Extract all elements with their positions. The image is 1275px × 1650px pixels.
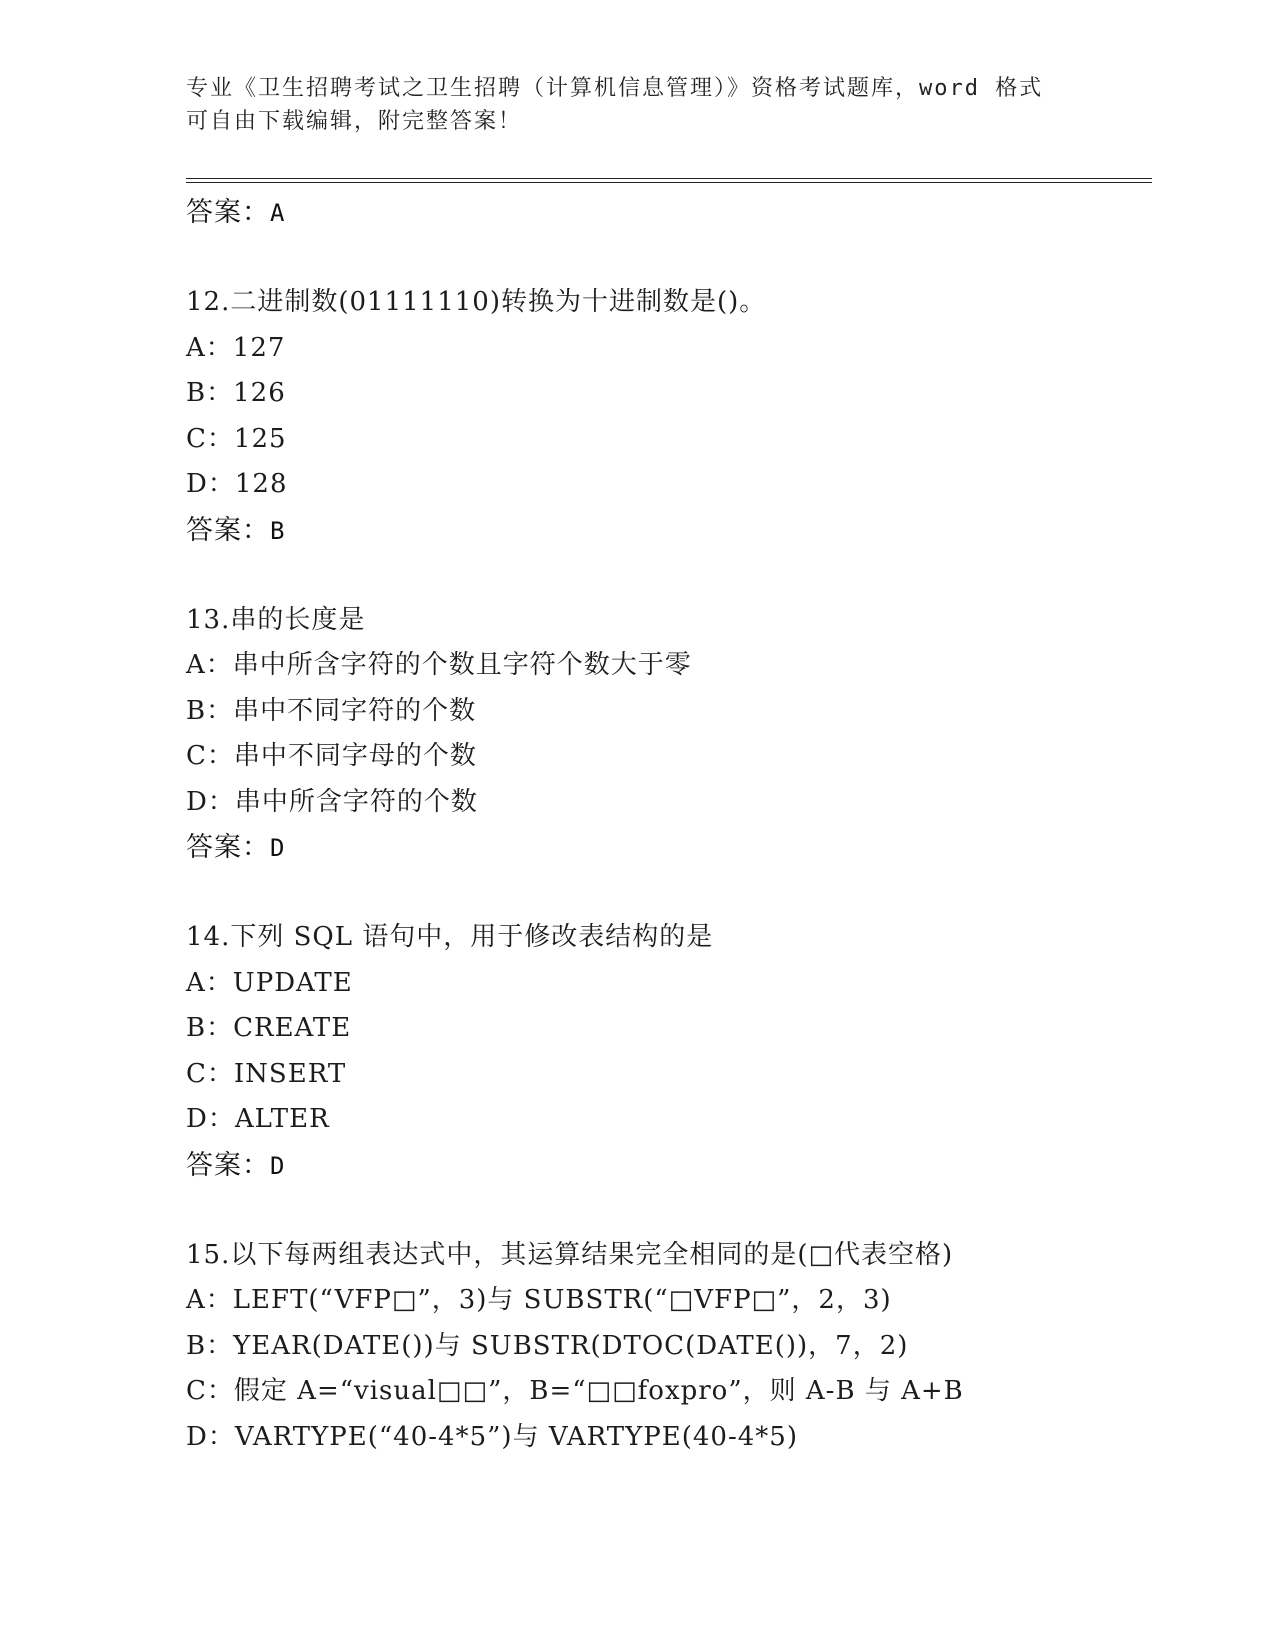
option-d <box>186 780 1146 826</box>
option-text: YEAR(DATE())与 SUBSTR(DTOC(DATE())，7，2) <box>233 1330 909 1361</box>
option-c <box>186 1052 1146 1098</box>
option-label: B： <box>186 378 234 408</box>
option-label: B： <box>186 1013 234 1043</box>
option-c <box>186 734 1146 780</box>
option-text: 串中所含字符的个数且字符个数大于零 <box>232 650 692 680</box>
option-text: 串中不同字符的个数 <box>233 695 477 726</box>
header-rule-bottom <box>186 182 1152 183</box>
option-label: D： <box>186 786 235 817</box>
option-text: INSERT <box>233 1058 347 1089</box>
option-label: B： <box>186 1330 234 1361</box>
answer-label: 答案： <box>186 832 270 863</box>
option-text: VARTYPE(“40-4*5”)与 VARTYPE(40-4*5) <box>234 1421 798 1452</box>
option-c <box>186 1369 1146 1415</box>
option-text: LEFT(“VFP□”，3)与 SUBSTR(“□VFP□”，2，3) <box>232 1285 892 1315</box>
option-label: A： <box>186 332 233 363</box>
option-d <box>186 1415 1146 1461</box>
answer-value: D <box>270 834 286 862</box>
question-text: 12.二进制数(01111110)转换为十进制数是()。 <box>186 287 767 317</box>
question-14 <box>186 915 1146 1189</box>
option-a <box>186 326 1146 372</box>
question-13 <box>186 598 1146 872</box>
option-label: A： <box>186 1285 233 1315</box>
option-b <box>186 1006 1146 1052</box>
option-label: D： <box>186 1421 235 1452</box>
answer-label: 答案： <box>186 197 270 228</box>
option-label: C： <box>186 741 234 771</box>
question-15 <box>186 1233 1146 1461</box>
option-text: 串中不同字母的个数 <box>233 741 477 771</box>
option-label: C： <box>186 423 234 454</box>
option-a <box>186 643 1146 689</box>
answer-line <box>186 190 1146 236</box>
question-text: 14.下列 SQL 语句中，用于修改表结构的是 <box>186 922 714 952</box>
option-b <box>186 689 1146 735</box>
question-12 <box>186 280 1146 554</box>
option-label: C： <box>186 1376 234 1406</box>
answer-label: 答案： <box>186 1149 270 1181</box>
option-a <box>186 1278 1146 1324</box>
answer-value: A <box>270 199 286 227</box>
option-b <box>186 371 1146 417</box>
answer-line <box>186 1143 1146 1189</box>
document-header <box>186 72 1086 138</box>
option-d <box>186 1097 1146 1143</box>
question-text: 15.以下每两组表达式中，其运算结果完全相同的是(□代表空格) <box>186 1239 954 1270</box>
option-label: B： <box>186 695 234 726</box>
option-label: A： <box>186 650 233 680</box>
option-d <box>186 462 1146 508</box>
option-text: UPDATE <box>232 967 353 998</box>
question-list <box>186 190 1146 1460</box>
answer-value: B <box>270 516 286 545</box>
answer-value: D <box>270 1151 286 1180</box>
option-label: C： <box>186 1058 234 1089</box>
option-text: CREATE <box>233 1013 352 1043</box>
option-text: 串中所含字符的个数 <box>234 786 478 817</box>
header-line-1: 专业《卫生招聘考试之卫生招聘（计算机信息管理）》资格考试题库，word 格式 <box>186 76 1044 101</box>
answer-line <box>186 825 1146 871</box>
option-text: 125 <box>233 423 287 454</box>
option-text: 假定 A=“visual□□”，B=“□□foxpro”，则 A-B 与 A+B <box>233 1376 964 1406</box>
question-text: 13.串的长度是 <box>186 604 366 635</box>
option-label: D： <box>186 1104 235 1134</box>
option-label: D： <box>186 469 235 499</box>
option-a <box>186 961 1146 1007</box>
option-text: ALTER <box>234 1104 330 1134</box>
answer-label: 答案： <box>186 514 270 546</box>
option-c <box>186 417 1146 463</box>
option-text: 128 <box>234 469 288 499</box>
option-text: 127 <box>232 332 286 363</box>
option-b <box>186 1324 1146 1370</box>
answer-line <box>186 508 1146 554</box>
header-rule-top <box>186 178 1152 179</box>
option-text: 126 <box>233 378 286 408</box>
option-label: A： <box>186 967 233 998</box>
header-line-2: 可自由下载编辑，附完整答案！ <box>186 109 523 134</box>
